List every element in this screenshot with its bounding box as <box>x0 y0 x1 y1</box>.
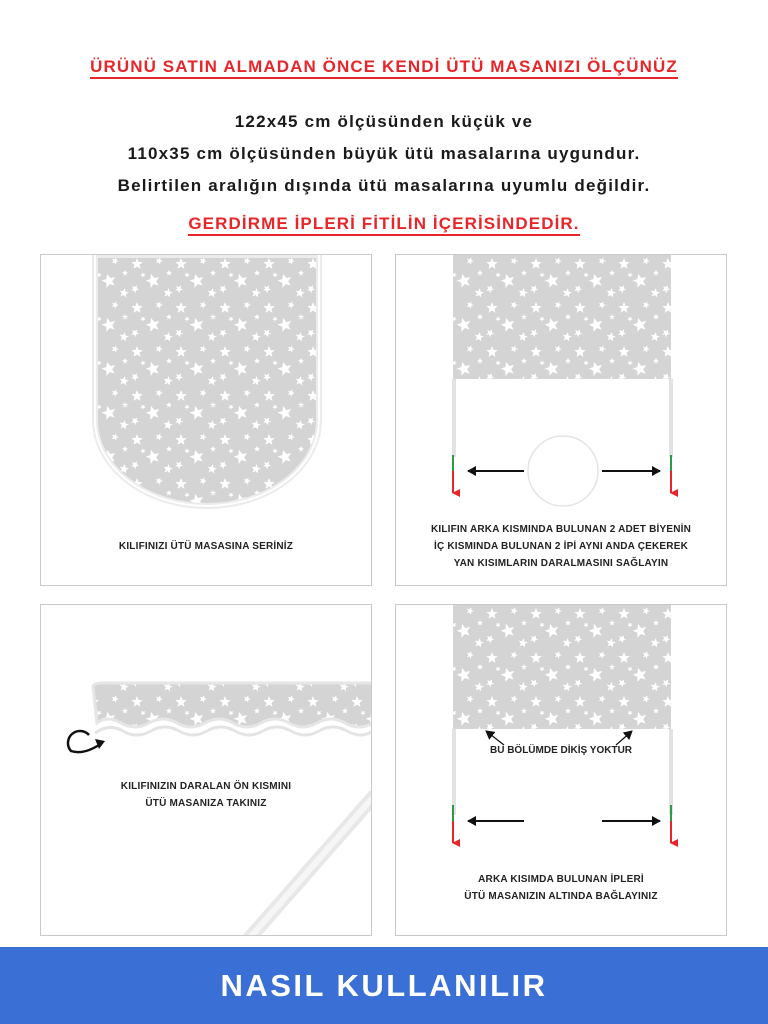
step-1-caption-line-1: KILIFINIZI ÜTÜ MASASINA SERİNİZ <box>118 541 294 552</box>
arrow-down-icon <box>453 805 671 843</box>
step-4-caption-line-2: ÜTÜ MASANIZIN ALTINDA BAĞLAYINIZ <box>464 891 658 902</box>
ropes-note <box>0 214 768 234</box>
rotate-arrow-icon <box>68 731 105 752</box>
step-2-caption-line-2: İÇ KISMINDA BULUNAN 2 İPİ AYNI ANDA ÇEKEREK <box>434 541 688 552</box>
step-2-caption-line-3: YAN KISIMLARIN DARALMASINI SAĞLAYIN <box>453 558 669 569</box>
step-3-panel <box>40 604 372 936</box>
step-2-caption <box>396 521 726 572</box>
ropes-note-text: GERDİRME İPLERİ FİTİLİN İÇERİSİNDEDİR. <box>188 214 579 236</box>
step-4-caption <box>396 871 726 905</box>
step-3-caption-line-1: KILIFINIZIN DARALAN ÖN KISMINI <box>120 781 292 792</box>
how-to-use-banner <box>0 947 768 1024</box>
measure-warning-text: ÜRÜNÜ SATIN ALMADAN ÖNCE KENDİ ÜTÜ MASANIZI ÖLÇÜNÜZ <box>90 57 678 79</box>
step-4-panel <box>395 604 727 936</box>
ironing-cover-illustration <box>41 255 372 586</box>
step-2-caption-line-1: KILIFIN ARKA KISMINDA BULUNAN 2 ADET BİYENİN <box>430 524 692 535</box>
no-sewing-label: BU BÖLÜMDE DİKİŞ YOKTUR <box>489 745 633 756</box>
size-info-line-2: 110x35 cm ölçüsünden büyük ütü masalarına uygundur. <box>127 144 641 163</box>
step-3-caption <box>41 778 371 812</box>
step-1-caption <box>41 538 371 555</box>
size-info-line-3: Belirtilen aralığın dışında ütü masalarına uyumlu değildir. <box>117 176 651 195</box>
size-info-line-1: 122x45 cm ölçüsünden küçük ve <box>234 112 534 131</box>
attach-front-illustration <box>41 605 372 936</box>
how-to-use-title: NASIL KULLANILIR <box>220 968 548 1003</box>
measure-warning-title <box>0 57 768 77</box>
size-info <box>0 106 768 202</box>
step-2-panel <box>395 254 727 586</box>
step-1-panel <box>40 254 372 586</box>
step-3-caption-line-2: ÜTÜ MASANIZA TAKINIZ <box>145 798 267 809</box>
small-arrow-icon <box>486 731 632 745</box>
step-4-caption-line-1: ARKA KISIMDA BULUNAN İPLERİ <box>478 874 644 885</box>
